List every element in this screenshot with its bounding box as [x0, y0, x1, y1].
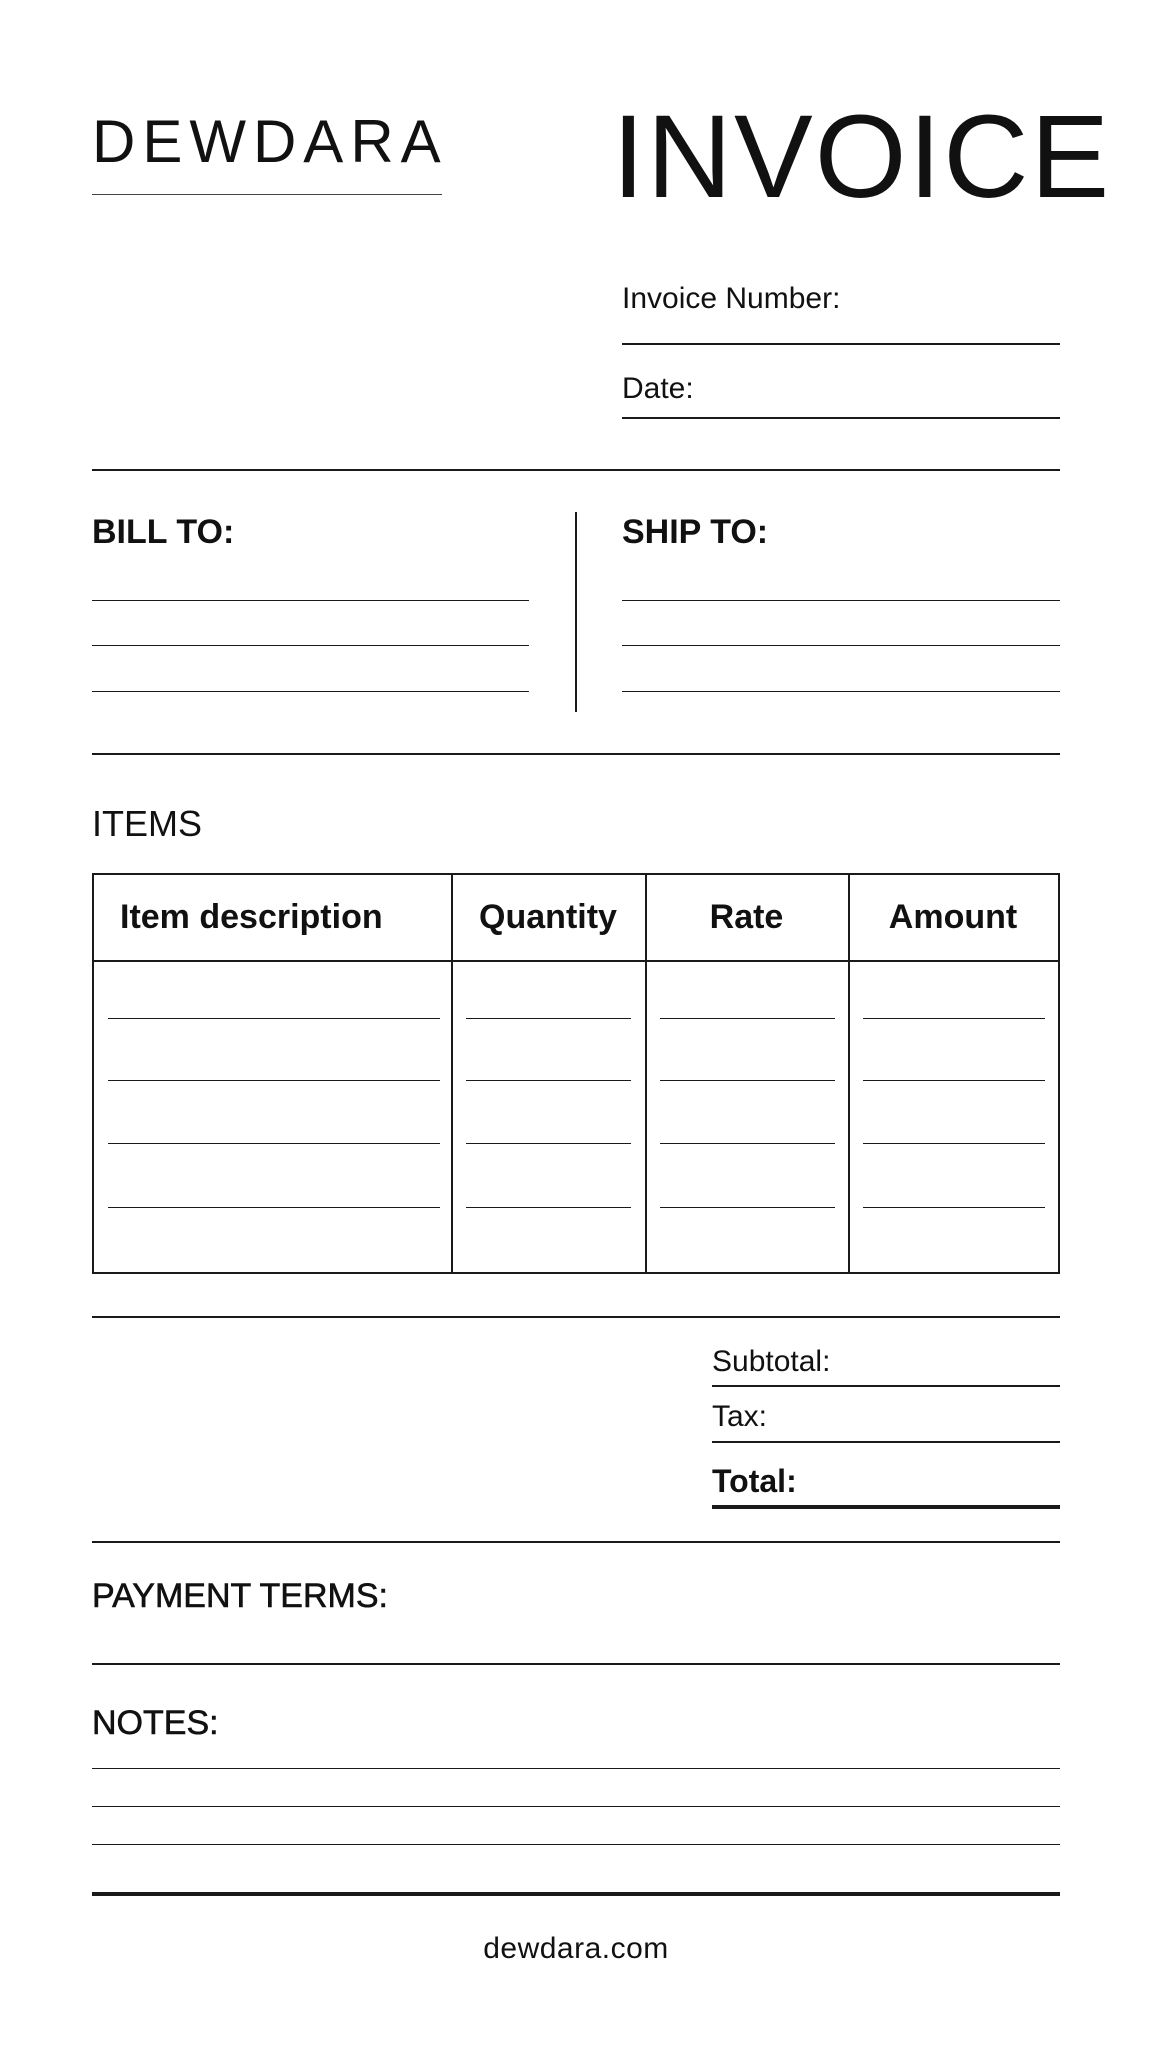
- table-header-separator: [94, 960, 1058, 962]
- quantity-field[interactable]: [466, 1080, 631, 1081]
- ship-to-heading: SHIP TO:: [622, 513, 769, 551]
- notes-line[interactable]: [92, 1806, 1060, 1807]
- payment-terms-field[interactable]: [92, 1663, 1060, 1665]
- amount-field[interactable]: [863, 1080, 1045, 1081]
- item-description-field[interactable]: [108, 1207, 440, 1208]
- amount-field[interactable]: [863, 1143, 1045, 1144]
- brand-underline: [92, 194, 442, 195]
- totals-section-divider: [92, 1541, 1060, 1543]
- invoice-number-field[interactable]: [622, 343, 1060, 345]
- rate-field[interactable]: [660, 1080, 835, 1081]
- items-heading: ITEMS: [92, 803, 203, 844]
- address-divider: [575, 512, 577, 712]
- rate-field[interactable]: [660, 1207, 835, 1208]
- amount-field[interactable]: [863, 1018, 1045, 1019]
- total-label: Total:: [712, 1463, 797, 1499]
- header-divider: [92, 469, 1060, 471]
- bill-to-line[interactable]: [92, 645, 529, 646]
- column-header-item-description: Item description: [120, 898, 383, 936]
- quantity-field[interactable]: [466, 1143, 631, 1144]
- items-table: [92, 873, 1060, 1274]
- amount-field[interactable]: [863, 1207, 1045, 1208]
- subtotal-field[interactable]: [712, 1385, 1060, 1387]
- footer-website: dewdara.com: [483, 1932, 669, 1965]
- total-field[interactable]: [712, 1505, 1060, 1509]
- tax-field[interactable]: [712, 1441, 1060, 1443]
- item-description-field[interactable]: [108, 1018, 440, 1019]
- ship-to-line[interactable]: [622, 645, 1060, 646]
- quantity-field[interactable]: [466, 1018, 631, 1019]
- invoice-number-label: Invoice Number:: [622, 282, 841, 315]
- payment-terms-heading: PAYMENT TERMS:: [92, 1577, 388, 1615]
- footer-rule: [92, 1892, 1060, 1896]
- ship-to-line[interactable]: [622, 691, 1060, 692]
- bill-to-line[interactable]: [92, 600, 529, 601]
- subtotal-label: Subtotal:: [712, 1345, 831, 1378]
- date-label: Date:: [622, 372, 694, 405]
- date-field[interactable]: [622, 417, 1060, 419]
- address-section-divider: [92, 753, 1060, 755]
- quantity-field[interactable]: [466, 1207, 631, 1208]
- column-header-rate: Rate: [709, 898, 784, 936]
- item-description-field[interactable]: [108, 1143, 440, 1144]
- notes-heading: NOTES:: [92, 1704, 219, 1742]
- items-section-divider: [92, 1316, 1060, 1318]
- bill-to-heading: BILL TO:: [92, 513, 235, 551]
- item-description-field[interactable]: [108, 1080, 440, 1081]
- notes-line[interactable]: [92, 1844, 1060, 1845]
- tax-label: Tax:: [712, 1400, 768, 1433]
- document-title: INVOICE: [612, 91, 1112, 223]
- ship-to-line[interactable]: [622, 600, 1060, 601]
- brand-name: DEWDARA: [92, 108, 448, 175]
- rate-field[interactable]: [660, 1143, 835, 1144]
- column-header-quantity: Quantity: [479, 898, 617, 936]
- bill-to-line[interactable]: [92, 691, 529, 692]
- column-header-amount: Amount: [888, 898, 1018, 936]
- notes-line[interactable]: [92, 1768, 1060, 1769]
- rate-field[interactable]: [660, 1018, 835, 1019]
